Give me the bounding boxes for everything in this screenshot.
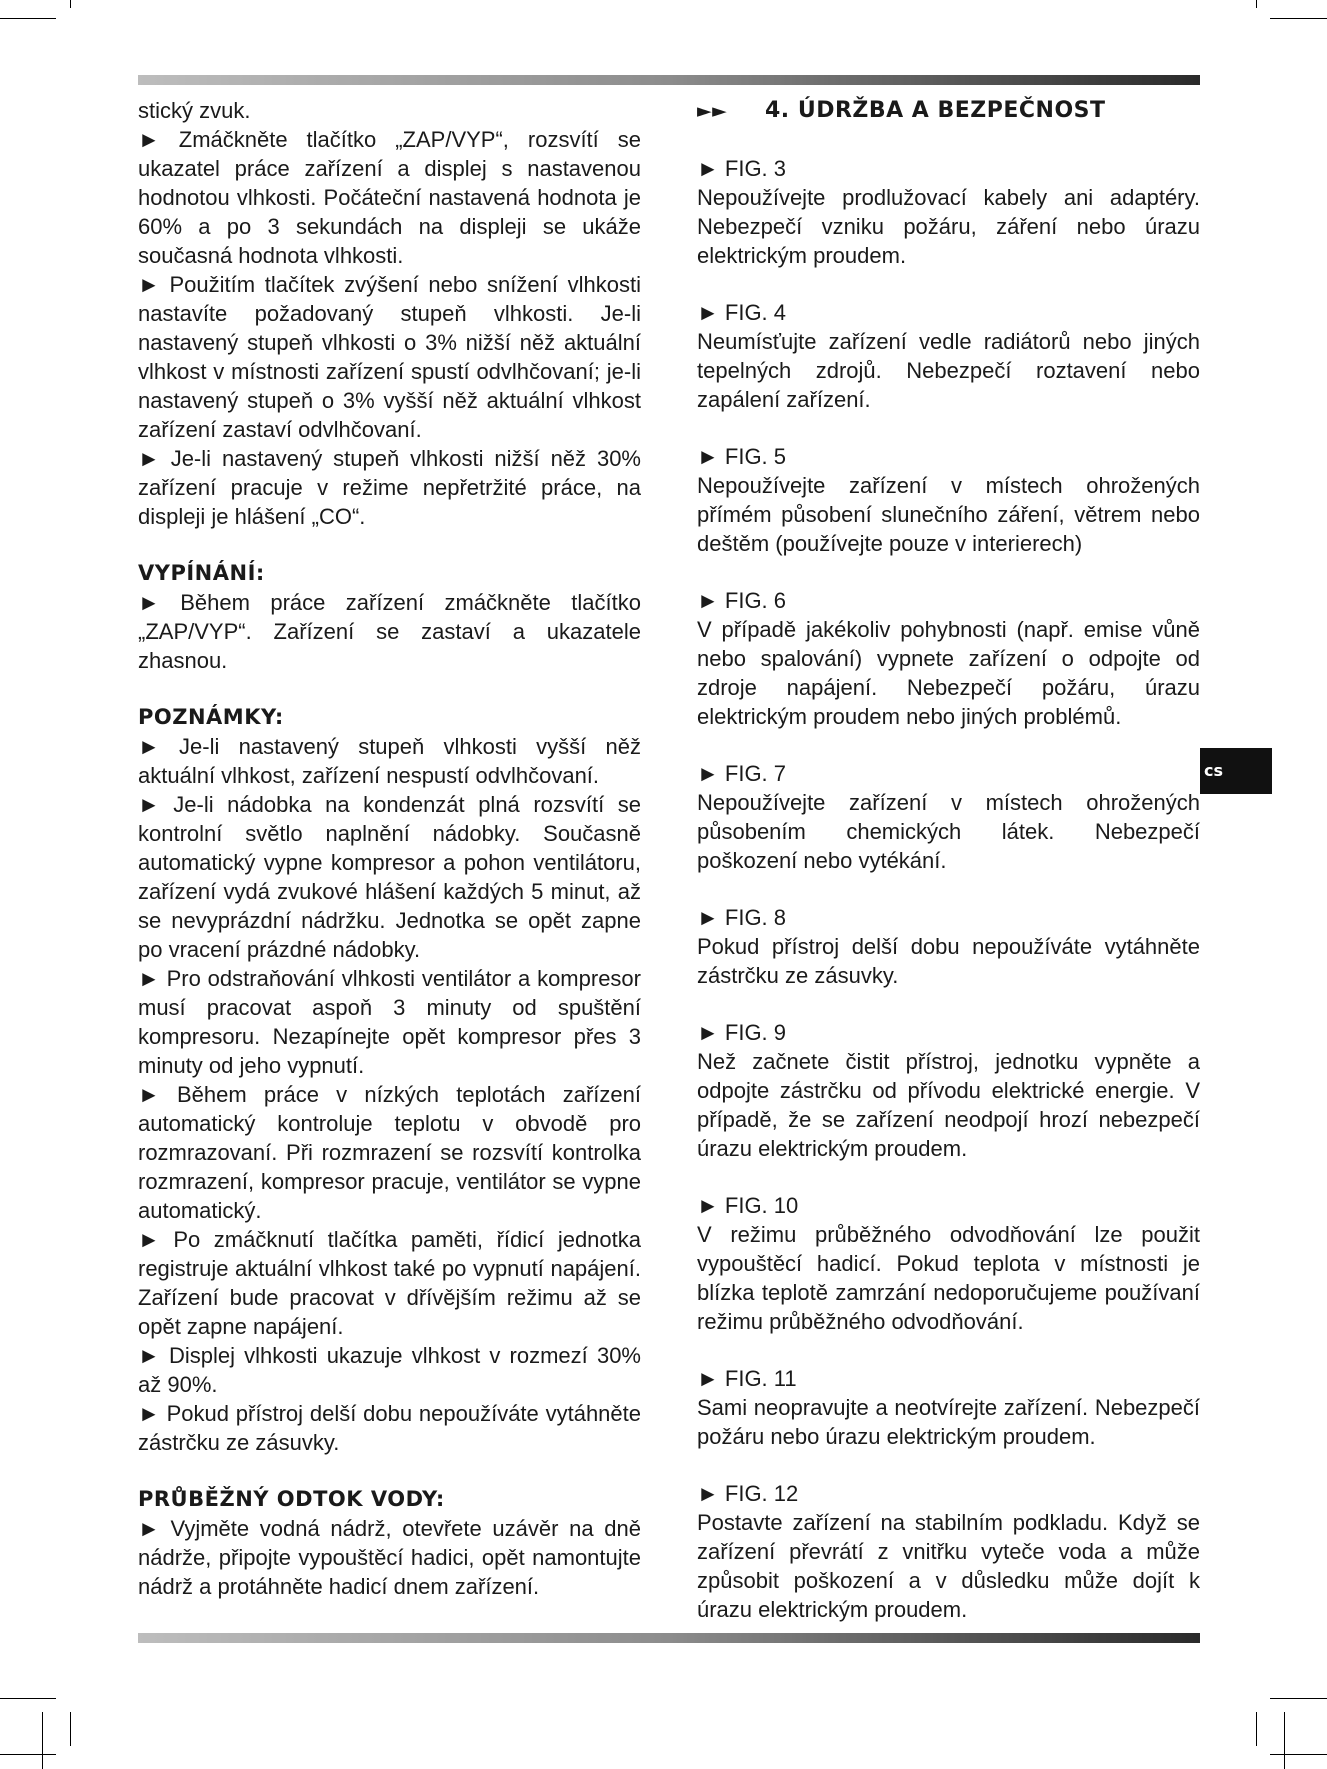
paragraph: ► Během práce v nízkých teplotách zařízení automatický kontroluje teplotu v obvodě pro rozmrazovaní. Při rozmrazení se rozsvítí kontrolka rozmrazení, kompresor pracuje, ventilátor se vypne automatický.	[138, 1082, 641, 1223]
paragraph: ► Vyjměte vodná nádrž, otevřete uzávěr na dně nádrže, připojte vypouštěcí hadici, opět namontujte nádrž a protáhněte hadicí dnem zařízení.	[138, 1516, 641, 1599]
fig-text: Neumísťujte zařízení vedle radiátorů nebo jiných tepelných zdrojů. Nebezpečí roztavení nebo zapálení zařízení.	[697, 329, 1200, 412]
paragraph: ► Je-li nastavený stupeň vlhkosti vyšší něž aktuální vlhkost, zařízení nespustí odvlhčovaní.	[138, 734, 641, 788]
fig-label: ► FIG. 3	[697, 156, 787, 181]
fig-label: ► FIG. 10	[697, 1193, 799, 1218]
crop-mark	[1270, 1698, 1327, 1699]
paragraph: ► Po zmáčknutí tlačítka paměti, řídicí jednotka registruje aktuální vlhkost také po vypnutí napájení. Zařízení bude pracovat v dřívějším režimu až se opět zapne napájení.	[138, 1227, 641, 1339]
crop-mark	[1256, 0, 1257, 8]
bottom-rule	[138, 1633, 1200, 1643]
crop-mark	[1270, 1754, 1327, 1755]
section-heading-off: VYPÍNÁNÍ:	[138, 561, 265, 585]
crop-mark	[42, 1712, 43, 1769]
crop-mark	[70, 1712, 71, 1746]
crop-mark	[0, 18, 56, 19]
paragraph: ► Pro odstraňování vlhkosti ventilátor a kompresor musí pracovat aspoň 3 minuty od spuštění kompresoru. Nezapínejte opět kompresor přes 3 minuty od jeho vypnutí.	[138, 966, 641, 1078]
paragraph: ► Pokud přístroj delší dobu nepoužíváte vytáhněte zástrčku ze zásuvky.	[138, 1401, 641, 1455]
crop-mark	[70, 0, 71, 8]
fig-text: Než začnete čistit přístroj, jednotku vypněte a odpojte zástrčku od přívodu elektrické energie. V případě, že se zařízení neodpojí hrozí nebezpečí úrazu elektrickým proudem.	[697, 1049, 1200, 1161]
paragraph: stický zvuk.	[138, 98, 251, 123]
fig-label: ► FIG. 9	[697, 1020, 787, 1045]
section-heading-notes: POZNÁMKY:	[138, 705, 284, 729]
crop-mark	[1270, 18, 1327, 19]
fig-label: ► FIG. 12	[697, 1481, 799, 1506]
fig-label: ► FIG. 6	[697, 588, 787, 613]
fig-text: Postavte zařízení na stabilním podkladu. Když se zařízení převrátí z vnitřku vyteče voda a může způsobit poškození a v důsledku může dojít k úrazu elektrickým proudem.	[697, 1510, 1200, 1622]
fig-label: ► FIG. 8	[697, 905, 787, 930]
left-column	[138, 96, 641, 1601]
fig-text: Nepoužívejte zařízení v místech ohrožených působením chemických látek. Nebezpečí poškození nebo vytékání.	[697, 790, 1200, 873]
crop-mark	[1284, 1712, 1285, 1769]
fig-text: V režimu průběžného odvodňování lze použit vypouštěcí hadicí. Pokud teplota v místnosti je blízka teplotě zamrzání nedoporučujeme používaní režimu průběžného odvodňování.	[697, 1222, 1200, 1334]
paragraph: ► Zmáčkněte tlačítko „ZAP/VYP“, rozsvítí se ukazatel práce zařízení a displej s nastavenou hodnotou vlhkosti. Počáteční nastavená hodnota je 60% a po 3 sekundách na displeji se ukáže současná hodnota vlhkosti.	[138, 127, 641, 268]
fig-text: Nepoužívejte zařízení v místech ohrožených přímém působení slunečního záření, větrem nebo deštěm (používejte pouze v interierech)	[697, 473, 1200, 556]
section-heading-drain: PRŮBĚŽNÝ ODTOK VODY:	[138, 1487, 445, 1511]
section-heading-maintenance	[697, 96, 1200, 126]
fig-text: Nepoužívejte prodlužovací kabely ani adaptéry. Nebezpečí vzniku požáru, záření nebo úrazu elektrickým proudem.	[697, 185, 1200, 268]
paragraph: ► Je-li nádobka na kondenzát plná rozsvítí se kontrolní světlo naplnění nádobky. Současně automatický vypne kompresor a pohon ventilátoru, zařízení vydá zvukové hlášení každých 5 minut, až se nevyprázdní nádržku. Jednotka se opět zapne po vracení prázdné nádobky.	[138, 792, 641, 962]
paragraph: ► Displej vlhkosti ukazuje vlhkost v rozmezí 30% až 90%.	[138, 1343, 641, 1397]
paragraph: ► Je-li nastavený stupeň vlhkosti nižší něž 30% zařízení pracuje v režime nepřetržité práce, na displeji je hlášení „CO“.	[138, 446, 641, 529]
fig-label: ► FIG. 7	[697, 761, 787, 786]
crop-mark	[0, 1698, 56, 1699]
double-arrow-icon: ►►	[697, 100, 728, 122]
fig-text: Pokud přístroj delší dobu nepoužíváte vytáhněte zástrčku ze zásuvky.	[697, 934, 1200, 988]
language-tab: cs	[1200, 748, 1272, 794]
crop-mark	[0, 1754, 56, 1755]
fig-label: ► FIG. 11	[697, 1366, 797, 1391]
heading-text: 4. ÚDRŽBA A BEZPEČNOST	[765, 98, 1106, 123]
fig-label: ► FIG. 4	[697, 300, 787, 325]
paragraph: ► Během práce zařízení zmáčkněte tlačítko „ZAP/VYP“. Zařízení se zastaví a ukazatele zhasnou.	[138, 590, 641, 673]
fig-text: Sami neopravujte a neotvírejte zařízení. Nebezpečí požáru nebo úrazu elektrickým proudem.	[697, 1395, 1200, 1449]
paragraph: ► Použitím tlačítek zvýšení nebo snížení vlhkosti nastavíte požadovaný stupeň vlhkosti. Je-li nastavený stupeň vlhkosti o 3% nižší něž aktuální vlhkost v místnosti zařízení spustí odvlhčovaní; je-li nastavený stupeň o 3% vyšší něž aktuální vlhkost zařízení zastaví odvlhčovaní.	[138, 272, 641, 442]
top-rule	[138, 75, 1200, 85]
fig-label: ► FIG. 5	[697, 444, 787, 469]
fig-text: V případě jakékoliv pohybnosti (např. emise vůně nebo spalování) vypnete zařízení o odpojte od zdroje napájení. Nebezpečí požáru, úrazu elektrickým proudem nebo jiných problémů.	[697, 617, 1200, 729]
crop-mark	[1256, 1712, 1257, 1746]
right-column	[697, 96, 1200, 1624]
